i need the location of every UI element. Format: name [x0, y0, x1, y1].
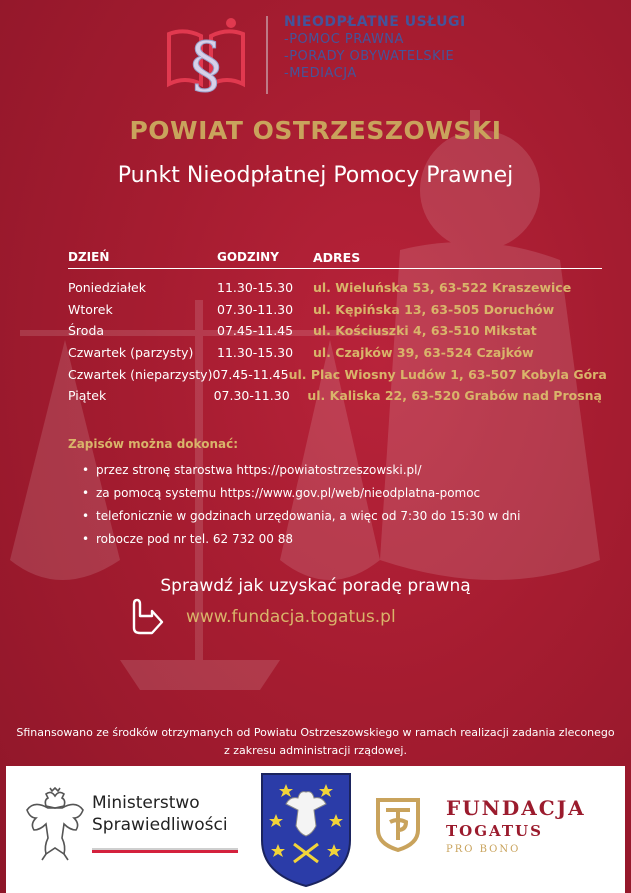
logo-line-2: -POMOC PRAWNA [284, 32, 404, 47]
foundation-pro-bono: PRO BONO [446, 844, 521, 855]
table-row [68, 342, 602, 364]
list-item: • za pomocą systemu https://www.gov.pl/web/nieodplatna-pomoc [80, 482, 580, 505]
county-coat-of-arms-icon [256, 770, 356, 888]
ministry-name [92, 792, 228, 836]
row-address: ul. Plac Wiosny Ludów 1, 63-507 Kobyla Góra [288, 366, 607, 382]
table-row [68, 363, 607, 385]
row-address: ul. Kaliska 22, 63-520 Grabów nad Prosną [307, 388, 602, 404]
row-address: ul. Wieluńska 53, 63-522 Kraszewice [313, 280, 572, 296]
funding-line-2: z zakresu administracji rządowej. [224, 744, 407, 757]
row-hours: 07.30-11.30 [217, 301, 294, 317]
foundation-name: FUNDACJA [446, 796, 586, 820]
header-address: ADRES [313, 250, 361, 265]
row-day: Czwartek (parzysty) [68, 345, 194, 361]
togatus-logo-icon [374, 796, 422, 852]
list-item: • telefonicznie w godzinach urzędowania, a więc od 7:30 do 15:30 w dni [80, 505, 580, 528]
logo-line-4: -MEDIACJA [284, 66, 357, 81]
row-hours: 07.45-11.45 [217, 323, 294, 339]
polish-eagle-icon [24, 786, 86, 862]
logo-line-3: -PORADY OBYWATELSKIE [284, 49, 455, 64]
header-day: DZIEŃ [68, 250, 110, 264]
registration-list [80, 459, 580, 551]
row-address: ul. Czajków 39, 63-524 Czajków [313, 345, 534, 361]
row-day: Poniedziałek [68, 280, 146, 296]
ministry-line-1: Ministerstwo [92, 793, 200, 813]
funding-note [0, 724, 631, 760]
row-hours: 07.30-11.30 [213, 388, 290, 404]
ministry-line-2: Sprawiedliwości [92, 815, 228, 835]
row-hours: 11.30-15.30 [217, 280, 294, 296]
row-day: Czwartek (nieparzysty) [68, 366, 213, 382]
header-hours: GODZINY [217, 250, 279, 264]
schedule-body [68, 277, 607, 407]
legal-aid-logo-icon [163, 14, 249, 104]
row-hours: 11.30-15.30 [217, 345, 294, 361]
row-address: ul. Kościuszki 4, 63-510 Mikstat [313, 323, 537, 339]
logo-divider [266, 16, 268, 94]
pointing-hand-icon [130, 598, 164, 636]
registration-title: Zapisów można dokonać: [68, 437, 238, 451]
row-address: ul. Kępińska 13, 63-505 Doruchów [313, 301, 555, 317]
funding-line-1: Sfinansowano ze środków otrzymanych od Powiatu Ostrzeszowskiego w ramach realizacji zadania zleconego [16, 726, 615, 739]
page-title: POWIAT OSTRZESZOWSKI [129, 116, 502, 145]
foundation-subname: TOGATUS [446, 822, 543, 840]
cta-text: Sprawdź jak uzyskać poradę prawną [160, 576, 471, 596]
legal-aid-logo-text [284, 14, 466, 82]
row-day: Wtorek [68, 301, 113, 317]
svg-text:§: § [190, 28, 222, 101]
row-day: Piątek [68, 388, 107, 404]
table-row [68, 299, 602, 321]
list-item-continuation: • robocze pod nr tel. 62 732 00 88 [80, 528, 580, 551]
flag-stripe [92, 848, 238, 853]
website-link[interactable]: www.fundacja.togatus.pl [186, 607, 396, 627]
list-item: • przez stronę starostwa https://powiatostrzeszowski.pl/ [80, 459, 580, 482]
logo-line-1: NIEODPŁATNE USŁUGI [284, 14, 466, 30]
schedule-table [68, 250, 607, 407]
row-hours: 07.45-11.45 [212, 366, 289, 382]
sponsor-logos-bar [6, 766, 625, 893]
website-row [130, 598, 396, 636]
page-subtitle: Punkt Nieodpłatnej Pomocy Prawnej [117, 163, 514, 188]
row-day: Środa [68, 323, 105, 339]
schedule-header [68, 250, 602, 269]
table-row [68, 277, 602, 299]
table-row [68, 320, 602, 342]
table-row [68, 385, 602, 407]
